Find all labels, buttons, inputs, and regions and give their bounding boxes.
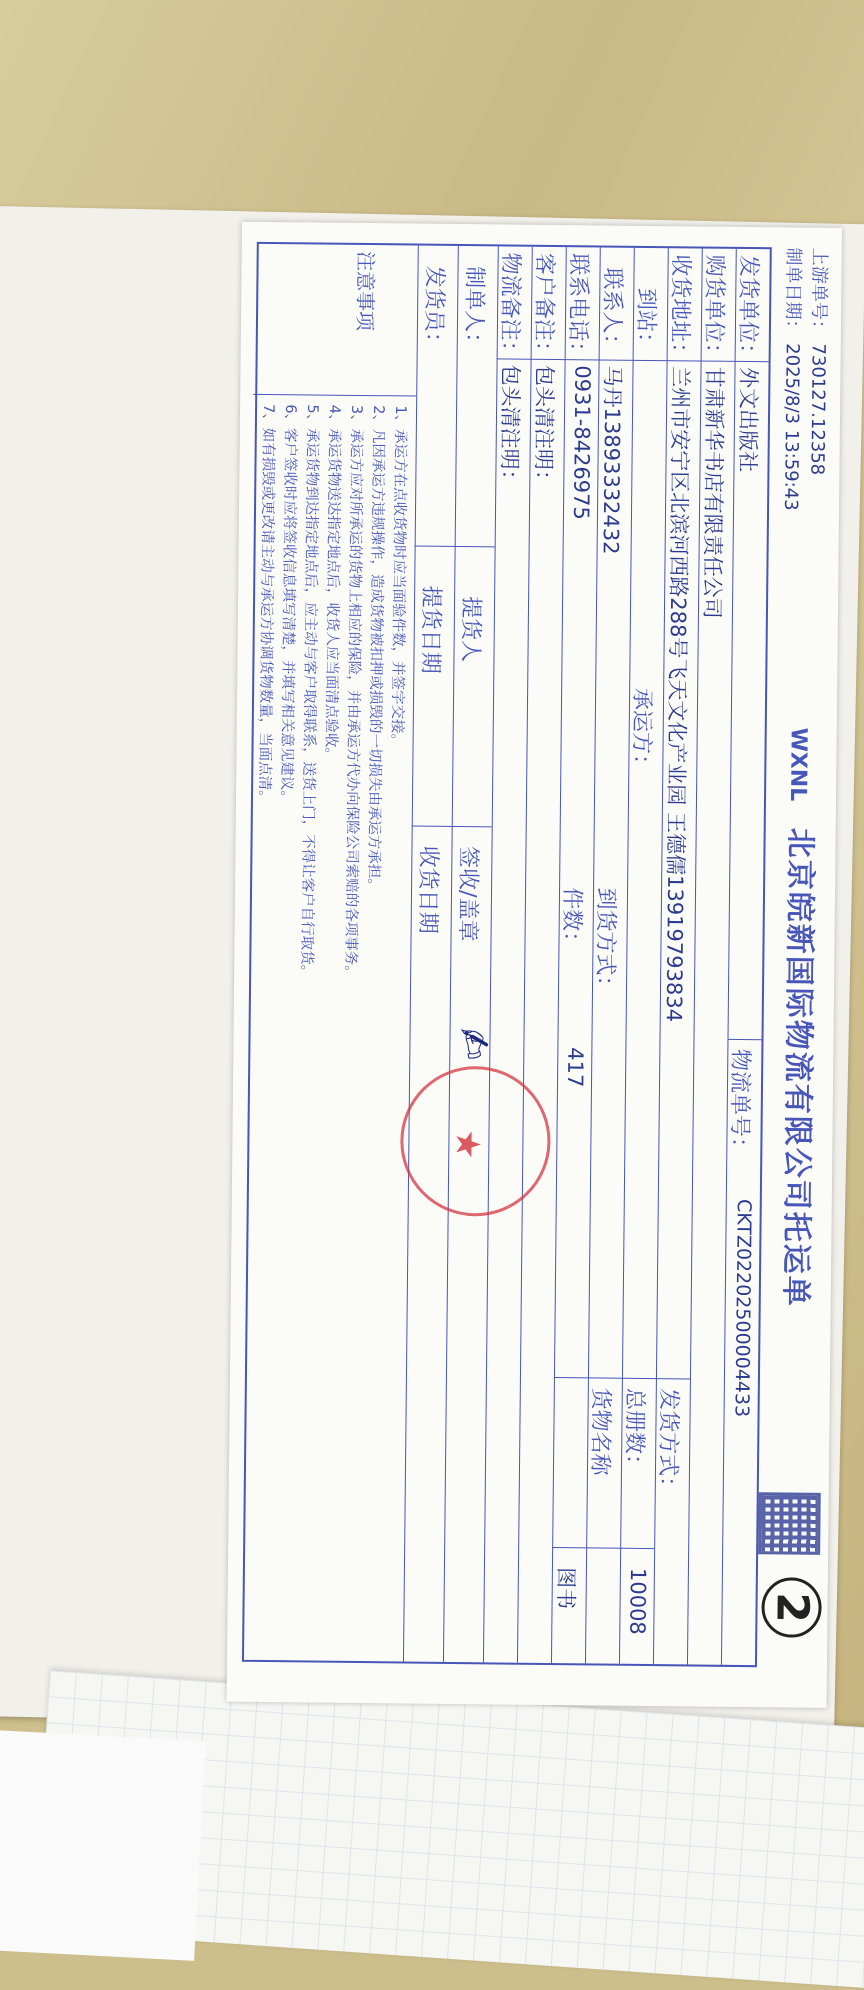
logistics-note-value: 包头清注明：	[497, 364, 523, 491]
shipper-value: 外文出版社	[735, 366, 761, 473]
notes-divider	[253, 394, 416, 397]
blank-paper-sheet	[0, 1729, 206, 1961]
customer-note-label: 客户备注：	[530, 252, 557, 364]
handwritten-signature: ✍	[447, 1021, 500, 1064]
pieces-value: 417	[562, 1047, 588, 1088]
note-item: 7、如有损毁或更改请主动与承运方协调货物数量，当面点清。	[255, 403, 277, 805]
create-date	[779, 247, 808, 510]
delivery-method-label: 到货方式：	[591, 887, 619, 998]
company-title	[777, 727, 827, 1308]
pickup-date-label: 提货日期	[417, 585, 444, 674]
goods-value: 图书	[553, 1567, 578, 1610]
total-label: 总册数：	[620, 1387, 647, 1477]
waybill-document	[227, 222, 842, 1708]
buyer-label: 购货单位：	[700, 254, 727, 365]
station-label: 到站：	[632, 287, 659, 355]
maker-label: 制单人：	[460, 266, 487, 355]
shipper-label: 发货单位：	[734, 254, 761, 366]
star-icon: ★	[447, 1128, 488, 1160]
contact-label: 联系人：	[598, 267, 625, 356]
customer-note-value: 包头清注明：	[531, 364, 557, 492]
note-item: 6、客户签收时应将签收信息填写清楚，并填写相关意见建议。	[277, 404, 299, 806]
address-value: 兰州市安宁区北滨河西路288号飞天文化产业园 王德儒13919793834	[661, 366, 693, 1023]
company-name: 北京皖新国际物流有限公司托运单	[777, 827, 818, 1308]
address-label: 收货地址：	[666, 254, 693, 365]
buyer-value: 甘肃新华书店有限责任公司	[699, 366, 727, 619]
ship-method-label: 发货方式：	[654, 1388, 681, 1499]
red-seal-stamp	[400, 1065, 552, 1217]
upstream-label: 上游单号：	[807, 247, 830, 338]
receive-date-label: 收货日期	[414, 845, 441, 934]
upstream-value: 730127.12358	[806, 343, 829, 476]
phone-value: 0931-8426975	[568, 365, 595, 520]
logistics-note-label: 物流备注：	[496, 252, 523, 363]
note-item: 1、承运方在点收货物时应当面验件数，并签字交接。	[388, 405, 409, 749]
note-item: 3、承运方应对所承运的货物上相应的保险，并由承运方代办向保险公司索赔的各项事务。	[342, 404, 365, 980]
notes-title: 注意事项	[352, 250, 378, 332]
note-item: 2、凡因承运方违规操作，造成货物被扣押或损毁的一切损失由承运方承担。	[365, 405, 387, 893]
pieces-label: 件数：	[558, 887, 585, 954]
date-value: 2025/8/3 13:59:43	[780, 343, 803, 511]
carrier-label: 承运方：	[628, 687, 655, 777]
pickup-person-label: 提货人	[457, 596, 484, 663]
note-item: 5、承运货物到达指定地点后，应主动与客户取得联系，送货上门，不得让客户自行取货。	[298, 404, 321, 980]
waybill-value: CKTZ02202500004433	[730, 1198, 755, 1418]
upstream-number	[805, 248, 833, 476]
goods-label: 货物名称	[586, 1387, 613, 1476]
qr-code-icon	[758, 1492, 821, 1555]
phone-label: 联系电话：	[564, 253, 591, 364]
sign-label: 签收/盖章	[454, 845, 481, 942]
note-item: 4、承运货物送达指定地点后，收货人应当面清点验收。	[322, 404, 343, 762]
form-grid	[242, 242, 772, 1667]
date-label: 制单日期：	[781, 247, 804, 338]
waybill-label: 物流单号：	[726, 1048, 753, 1160]
company-logo: WXNL	[784, 727, 811, 802]
total-value: 10008	[625, 1567, 650, 1635]
page-number-badge: 2	[761, 1577, 822, 1638]
sender-label: 发货员：	[420, 265, 447, 354]
contact-value: 马丹13893332432	[598, 365, 625, 555]
